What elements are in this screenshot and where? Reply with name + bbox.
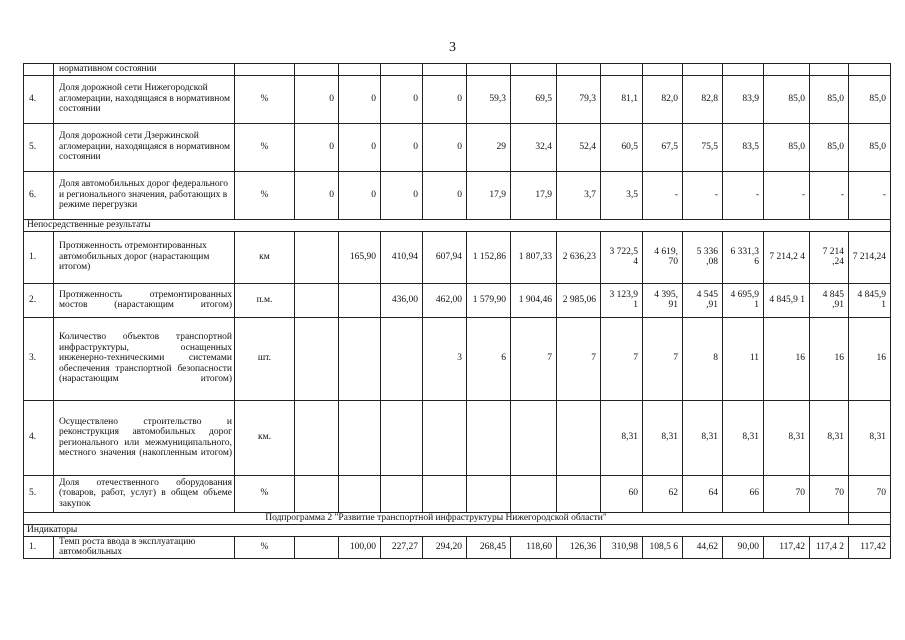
row-number-cell <box>24 64 54 76</box>
value-cell <box>381 400 423 475</box>
row-description: Доля дорожной сети Нижегородской агломерации, находящаяся в нормативном состоянии <box>54 75 235 123</box>
value-cell: 4 619, 70 <box>643 231 683 283</box>
value-cell: 8,31 <box>683 400 723 475</box>
empty-cell <box>511 64 557 76</box>
empty-cell <box>849 512 891 524</box>
value-cell: 17,9 <box>467 171 511 219</box>
value-cell: 7 <box>511 317 557 400</box>
value-cell <box>423 475 467 512</box>
value-cell: 4 545 ,91 <box>683 283 723 317</box>
value-cell: 0 <box>339 171 381 219</box>
value-cell: 67,5 <box>643 123 683 171</box>
value-cell: 11 <box>723 317 764 400</box>
value-cell: 0 <box>423 75 467 123</box>
row-description: Протяженность отремонтированных мостов (нарастающим итогом) <box>54 283 235 317</box>
empty-cell <box>235 64 295 76</box>
table-row <box>24 317 891 400</box>
row-unit: км. <box>235 400 295 475</box>
empty-cell <box>764 64 810 76</box>
value-cell: 410,94 <box>381 231 423 283</box>
value-cell <box>339 475 381 512</box>
value-cell: 0 <box>295 75 339 123</box>
row-description: нормативном состоянии <box>54 64 235 76</box>
value-cell: 8 <box>683 317 723 400</box>
table-row <box>24 512 891 524</box>
value-cell: 5 336 ,08 <box>683 231 723 283</box>
value-cell: 0 <box>295 123 339 171</box>
value-cell: - <box>643 171 683 219</box>
value-cell: 165,90 <box>339 231 381 283</box>
value-cell: 70 <box>810 475 849 512</box>
value-cell: 85,0 <box>849 123 891 171</box>
row-unit: км <box>235 231 295 283</box>
empty-cell <box>849 64 891 76</box>
empty-cell <box>423 64 467 76</box>
value-cell: 3 722,5 4 <box>601 231 643 283</box>
value-cell: 64 <box>683 475 723 512</box>
value-cell: 310,98 <box>601 536 643 558</box>
table-row <box>24 171 891 219</box>
value-cell: 60 <box>601 475 643 512</box>
empty-cell <box>643 64 683 76</box>
value-cell: 1 807,33 <box>511 231 557 283</box>
value-cell: 82,0 <box>643 75 683 123</box>
empty-cell <box>381 64 423 76</box>
value-cell: 8,31 <box>723 400 764 475</box>
value-cell: 118,60 <box>511 536 557 558</box>
value-cell: 16 <box>810 317 849 400</box>
table-row <box>24 219 891 231</box>
value-cell: 60,5 <box>601 123 643 171</box>
value-cell: 1 579,90 <box>467 283 511 317</box>
row-number: 6. <box>24 171 54 219</box>
value-cell: 8,31 <box>764 400 810 475</box>
value-cell: 17,9 <box>511 171 557 219</box>
value-cell: 52,4 <box>557 123 601 171</box>
value-cell: 1 152,86 <box>467 231 511 283</box>
empty-cell <box>683 64 723 76</box>
empty-cell <box>601 64 643 76</box>
empty-cell <box>467 64 511 76</box>
row-number: 4. <box>24 400 54 475</box>
row-unit: % <box>235 123 295 171</box>
value-cell: 294,20 <box>423 536 467 558</box>
value-cell <box>295 475 339 512</box>
value-cell: 117,4 2 <box>810 536 849 558</box>
value-cell <box>557 475 601 512</box>
value-cell: 32,4 <box>511 123 557 171</box>
empty-cell <box>723 64 764 76</box>
empty-cell <box>557 64 601 76</box>
value-cell <box>295 400 339 475</box>
table-row <box>24 75 891 123</box>
value-cell: 0 <box>423 123 467 171</box>
value-cell <box>467 475 511 512</box>
value-cell: 75,5 <box>683 123 723 171</box>
value-cell: 7 <box>601 317 643 400</box>
table-row <box>24 536 891 558</box>
value-cell <box>339 317 381 400</box>
value-cell: 81,1 <box>601 75 643 123</box>
value-cell: 4 395, 91 <box>643 283 683 317</box>
value-cell: 3 <box>423 317 467 400</box>
row-number: 2. <box>24 283 54 317</box>
value-cell: 69,5 <box>511 75 557 123</box>
row-unit: шт. <box>235 317 295 400</box>
value-cell <box>557 400 601 475</box>
indicators-table <box>23 63 891 559</box>
value-cell: 126,36 <box>557 536 601 558</box>
subprogram-header: Подпрограмма 2 "Развитие транспортной инфраструктуры Нижегородской области" <box>24 512 849 524</box>
row-description: Доля отечественного оборудования (товаров, работ, услуг) в общем объеме закупок <box>54 475 235 512</box>
value-cell: 6 <box>467 317 511 400</box>
page-number: 3 <box>449 40 456 55</box>
empty-cell <box>339 64 381 76</box>
row-description: Осуществлено строительство и реконструкция автомобильных дорог регионального или межмуниципального, местного значения (накопленным итогом) <box>54 400 235 475</box>
row-number: 4. <box>24 75 54 123</box>
empty-cell <box>810 64 849 76</box>
value-cell <box>295 231 339 283</box>
value-cell: 2 636,23 <box>557 231 601 283</box>
value-cell: 0 <box>339 75 381 123</box>
value-cell: 66 <box>723 475 764 512</box>
value-cell: 436,00 <box>381 283 423 317</box>
value-cell: 0 <box>423 171 467 219</box>
value-cell: 108,5 6 <box>643 536 683 558</box>
row-number: 1. <box>24 231 54 283</box>
value-cell: 44,62 <box>683 536 723 558</box>
row-unit: % <box>235 75 295 123</box>
section-header: Непосредственные результаты <box>24 219 891 231</box>
row-number: 3. <box>24 317 54 400</box>
value-cell <box>295 536 339 558</box>
value-cell: 6 331,3 6 <box>723 231 764 283</box>
row-unit: % <box>235 475 295 512</box>
row-number: 5. <box>24 123 54 171</box>
value-cell: 7 214,2 4 <box>764 231 810 283</box>
table-row <box>24 123 891 171</box>
value-cell: 85,0 <box>764 123 810 171</box>
value-cell: 1 904,46 <box>511 283 557 317</box>
value-cell: 85,0 <box>810 75 849 123</box>
value-cell: - <box>683 171 723 219</box>
value-cell: 8,31 <box>849 400 891 475</box>
value-cell: 0 <box>381 171 423 219</box>
row-number: 5. <box>24 475 54 512</box>
value-cell: 2 985,06 <box>557 283 601 317</box>
value-cell: 83,5 <box>723 123 764 171</box>
value-cell <box>423 400 467 475</box>
row-description: Доля дорожной сети Дзержинской агломерации, находящаяся в нормативном состоянии <box>54 123 235 171</box>
empty-cell <box>295 64 339 76</box>
value-cell <box>339 400 381 475</box>
value-cell: 16 <box>849 317 891 400</box>
value-cell: 7 <box>557 317 601 400</box>
row-unit: % <box>235 536 295 558</box>
value-cell <box>339 283 381 317</box>
table-row <box>24 283 891 317</box>
value-cell: 85,0 <box>810 123 849 171</box>
value-cell: 8,31 <box>601 400 643 475</box>
value-cell: 100,00 <box>339 536 381 558</box>
value-cell <box>381 475 423 512</box>
value-cell: 8,31 <box>643 400 683 475</box>
section-header: Индикаторы <box>24 524 891 536</box>
value-cell: 4 845 ,91 <box>810 283 849 317</box>
value-cell: - <box>810 171 849 219</box>
value-cell <box>511 400 557 475</box>
value-cell <box>511 475 557 512</box>
row-description: Темп роста ввода в эксплуатацию автомобильных <box>54 536 235 558</box>
value-cell: 90,00 <box>723 536 764 558</box>
row-description: Количество объектов транспортной инфраструктуры, оснащенных инженерно-техническими системами обеспечения транспортной безопасности (нарастающим итогом) <box>54 317 235 400</box>
value-cell: 0 <box>295 171 339 219</box>
value-cell: 0 <box>381 123 423 171</box>
value-cell: 4 695,9 1 <box>723 283 764 317</box>
row-description: Протяженность отремонтированных автомобильных дорог (нарастающим итогом) <box>54 231 235 283</box>
value-cell: 82,8 <box>683 75 723 123</box>
value-cell: 83,9 <box>723 75 764 123</box>
value-cell: 0 <box>381 75 423 123</box>
value-cell: 268,45 <box>467 536 511 558</box>
value-cell: - <box>849 171 891 219</box>
row-number: 1. <box>24 536 54 558</box>
value-cell: 59,3 <box>467 75 511 123</box>
value-cell: 62 <box>643 475 683 512</box>
value-cell: 3,5 <box>601 171 643 219</box>
value-cell: 8,31 <box>810 400 849 475</box>
value-cell <box>295 283 339 317</box>
row-unit: % <box>235 171 295 219</box>
value-cell <box>381 317 423 400</box>
table-row <box>24 475 891 512</box>
table-row <box>24 400 891 475</box>
row-description: Доля автомобильных дорог федерального и регионального значения, работающих в режиме перегрузки <box>54 171 235 219</box>
value-cell: 117,42 <box>849 536 891 558</box>
table-row <box>24 231 891 283</box>
table-row <box>24 524 891 536</box>
value-cell: 79,3 <box>557 75 601 123</box>
value-cell: 4 845,9 1 <box>764 283 810 317</box>
value-cell: 3,7 <box>557 171 601 219</box>
value-cell: 7 214,24 <box>849 231 891 283</box>
row-unit: п.м. <box>235 283 295 317</box>
value-cell: 462,00 <box>423 283 467 317</box>
value-cell: - <box>723 171 764 219</box>
value-cell <box>467 400 511 475</box>
value-cell: 7 214 ,24 <box>810 231 849 283</box>
value-cell: 16 <box>764 317 810 400</box>
value-cell: 29 <box>467 123 511 171</box>
value-cell: 4 845,9 1 <box>849 283 891 317</box>
table-row <box>24 64 891 76</box>
value-cell: 70 <box>764 475 810 512</box>
value-cell: 70 <box>849 475 891 512</box>
value-cell: 3 123,9 1 <box>601 283 643 317</box>
value-cell: 7 <box>643 317 683 400</box>
value-cell: 0 <box>339 123 381 171</box>
value-cell: - <box>764 171 810 219</box>
value-cell: 85,0 <box>764 75 810 123</box>
value-cell: 227,27 <box>381 536 423 558</box>
value-cell <box>295 317 339 400</box>
value-cell: 117,42 <box>764 536 810 558</box>
value-cell: 607,94 <box>423 231 467 283</box>
value-cell: 85,0 <box>849 75 891 123</box>
